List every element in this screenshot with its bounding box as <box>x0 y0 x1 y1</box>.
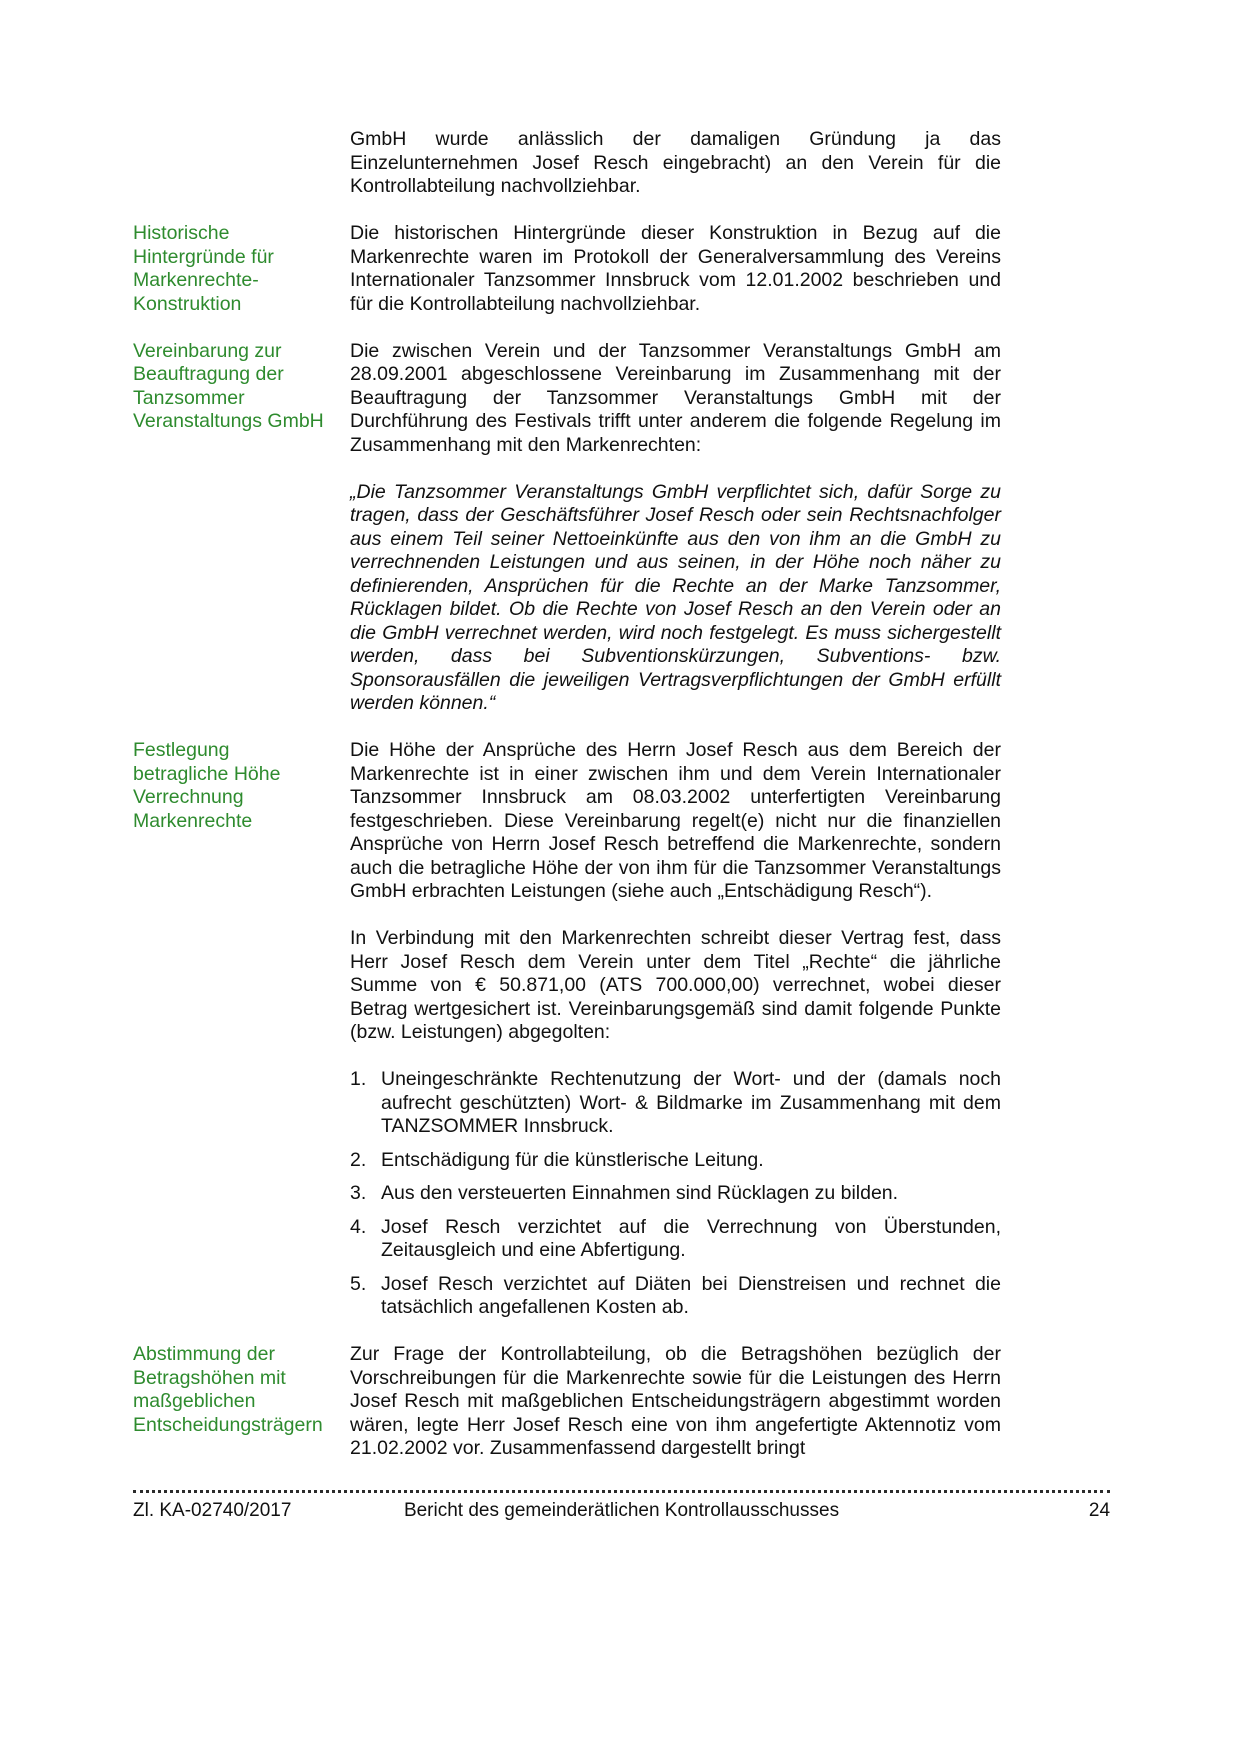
list-item <box>350 1182 1001 1206</box>
list-item <box>350 1273 1001 1320</box>
footer-row <box>133 1499 1110 1523</box>
section-row <box>133 1343 1001 1484</box>
list-item-text: Josef Resch verzichtet auf Diäten bei Dienstreisen und rechnet die tatsächlich angefallenen Kosten ab. <box>381 1272 1001 1318</box>
footer-divider <box>133 1490 1110 1493</box>
sidebar-label: Historische Hintergründe für Markenrechte-Konstruktion <box>133 222 274 315</box>
paragraph: Zur Frage der Kontrollabteilung, ob die Betragshöhen bezüglich der Vorschreibungen für die Markenrechte sowie für die Leistungen des Herrn Josef Resch mit maßgeblichen Entscheidungsträgern abgestimmt worden wären, legte Herr Josef Resch eine von ihm angefertigte Aktennotiz vom 21.02.2002 vor. Zusammenfassend dargestellt bringt <box>350 1343 1001 1459</box>
section-row <box>133 340 1001 740</box>
section-row <box>133 128 1001 222</box>
list-item <box>350 1216 1001 1263</box>
section-row <box>133 222 1001 340</box>
section-body <box>350 739 1001 1343</box>
sidebar-label: Abstimmung der Betragshöhen mit maßgeblichen Entscheidungsträgern <box>133 1343 323 1436</box>
document-content <box>133 128 1001 1484</box>
footer-reference-number: Zl. KA-02740/2017 <box>133 1500 292 1521</box>
paragraph: Die Höhe der Ansprüche des Herrn Josef Resch aus dem Bereich der Markenrechte ist in einer zwischen ihm und dem Verein Internationaler Tanzsommer Innsbruck am 08.03.2002 unterfertigten Vereinbarung festgeschrieben. Diese Vereinbarung regelt(e) nicht nur die finanziellen Ansprüche von Herrn Josef Resch betreffend die Markenrechte, sondern auch die betragliche Höhe der von ihm für die Tanzsommer Veranstaltungs GmbH erbrachten Leistungen (siehe auch „Entschädigung Resch“). <box>350 739 1001 902</box>
list-item-number: 2. <box>350 1148 367 1171</box>
paragraph: Die zwischen Verein und der Tanzsommer Veranstaltungs GmbH am 28.09.2001 abgeschlossene Vereinbarung im Zusammenhang mit der Beauftragung der Tanzsommer Veranstaltungs GmbH mit der Durchführung des Festivals trifft unter anderem die folgende Regelung im Zusammenhang mit den Markenrechten: <box>350 339 1001 456</box>
list-item <box>350 1068 1001 1139</box>
list-item-number: 1. <box>350 1068 367 1090</box>
list-item-text: Josef Resch verzichtet auf die Verrechnung von Überstunden, Zeitausgleich und eine Abfertigung. <box>381 1215 1001 1261</box>
paragraph: In Verbindung mit den Markenrechten schreibt dieser Vertrag fest, dass Herr Josef Resch dem Verein unter dem Titel „Rechte“ die jährliche Summe von € 50.871,00 (ATS 700.000,00) verrechnet, wobei dieser Betrag wertgesichert ist. Vereinbarungsgemäß sind damit folgende Punkte (bzw. Leistungen) abgegolten: <box>350 927 1001 1043</box>
sidebar-label-column <box>133 1343 350 1437</box>
paragraph: Die historischen Hintergründe dieser Konstruktion in Bezug auf die Markenrechte waren im Protokoll der Generalversammlung des Vereins Internationaler Tanzsommer Innsbruck vom 12.01.2002 beschrieben und für die Kontrollabteilung nachvollziehbar. <box>350 222 1001 315</box>
sidebar-label: Vereinbarung zur Beauftragung der Tanzsommer Veranstaltungs GmbH <box>133 339 324 432</box>
list-item-text: Entschädigung für die künstlerische Leitung. <box>381 1148 764 1171</box>
list-item-text: Uneingeschränkte Rechtenutzung der Wort- und der (damals noch aufrecht geschützten) Wort- & Bildmarke im Zusammenhang mit dem TANZSOMMER Innsbruck. <box>381 1068 1001 1137</box>
page-footer <box>133 1490 1110 1523</box>
list-item <box>350 1149 1001 1173</box>
footer-document-title: Bericht des gemeinderätlichen Kontrollausschusses <box>403 1500 840 1521</box>
sidebar-label-column <box>133 222 350 316</box>
numbered-list <box>350 1068 1001 1320</box>
list-item-number: 5. <box>350 1272 367 1295</box>
sidebar-label: Festlegung betragliche Höhe Verrechnung Markenrechte <box>133 739 281 832</box>
section-body <box>350 1343 1001 1484</box>
section-body <box>350 340 1001 740</box>
section-row <box>133 739 1001 1343</box>
sidebar-label-column <box>133 739 350 833</box>
sidebar-label-column <box>133 340 350 434</box>
footer-page-number: 24 <box>1088 1500 1111 1521</box>
list-item-number: 4. <box>350 1215 367 1238</box>
section-body <box>350 222 1001 340</box>
list-item-text: Aus den versteuerten Einnahmen sind Rücklagen zu bilden. <box>381 1182 899 1204</box>
quote-paragraph: „Die Tanzsommer Veranstaltungs GmbH verpflichtet sich, dafür Sorge zu tragen, dass der Geschäftsführer Josef Resch oder sein Rechtsnachfolger aus einem Teil seiner Nettoeinkünfte aus den von ihm an die GmbH zu verrechnenden Leistungen und aus seinen, in der Höhe noch näher zu definierenden, Ansprüchen für die Rechte an der Marke Tanzsommer, Rücklagen bildet. Ob die Rechte von Josef Resch an den Verein oder an die GmbH verrechnet werden, wird noch festgelegt. Es muss sichergestellt werden, dass bei Subventionskürzungen, Subventions- bzw. Sponsorausfällen die jeweiligen Vertragsverpflichtungen der GmbH erfüllt werden können.“ <box>350 480 1001 714</box>
section-body <box>350 128 1001 222</box>
paragraph: GmbH wurde anlässlich der damaligen Gründung ja das Einzelunternehmen Josef Resch eingebracht) an den Verein für die Kontrollabteilung nachvollziehbar. <box>350 128 1001 197</box>
list-item-number: 3. <box>350 1182 367 1204</box>
